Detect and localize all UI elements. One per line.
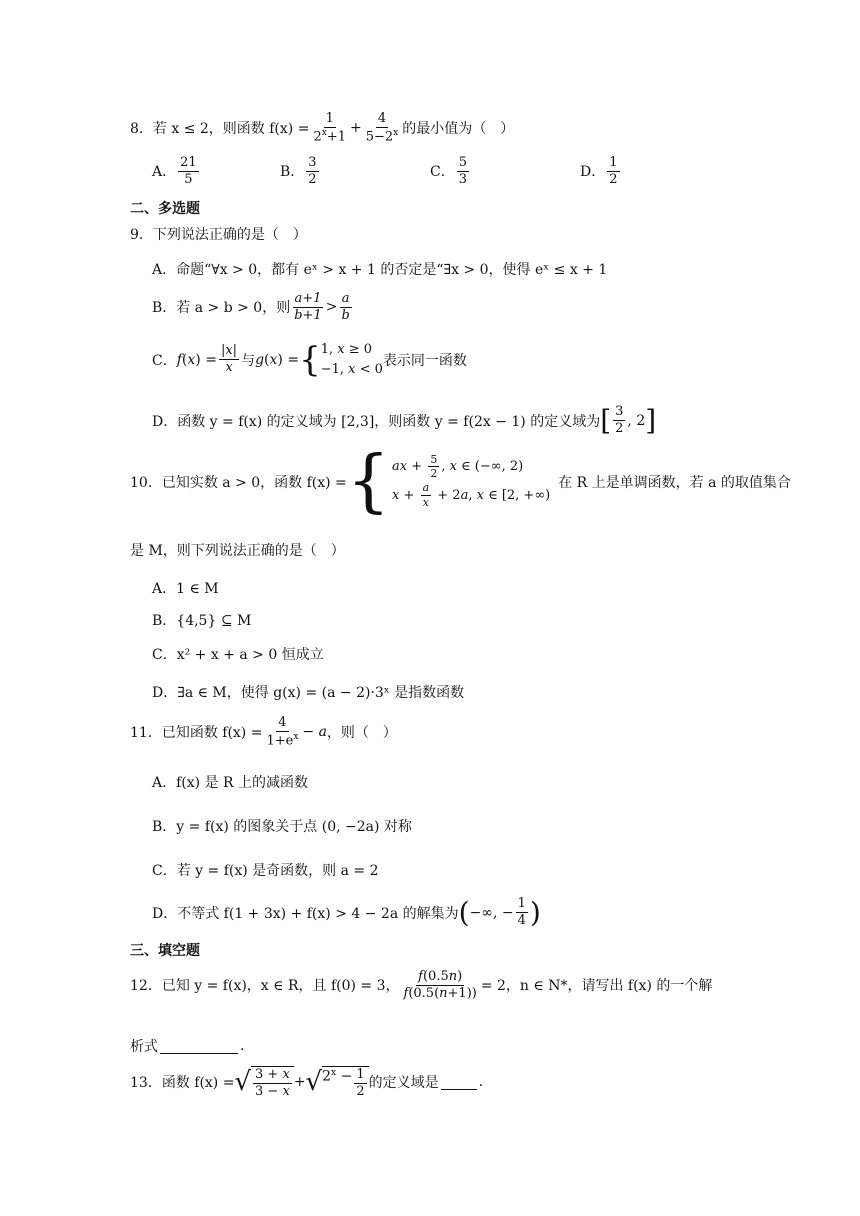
q8-option-d: D． $\frac{1}{2}$ [580,155,618,187]
q8-stem-prefix: 8．若 x ≤ 2，则函数 f(x) = [130,120,310,137]
q10-stem: 10．已知实数 a > 0，函数 f(x) = { ax + $\frac{5}{2}$ , x ∈ (−∞, 2) x + $\frac{a}{x}$ + 2a, x ∈ [2, +∞) 在 R 上是单调函数，若 a 的取值集合 [130,442,791,521]
q8-frac1: $\frac{1}{2^x+1}$ [313,111,346,144]
q10-option-d: D．∃a ∈ M，使得 g(x) = (a − 2)·3ˣ 是指数函数 [152,685,465,701]
q9-option-a: A．命题“∀x > 0，都有 eˣ > x + 1 的否定是“∃x > 0，使得 eˣ ≤ x + 1 [152,262,608,278]
q8-frac2: $\frac{4}{5-2^x}$ [365,111,399,144]
q9-stem: 9．下列说法正确的是（ ） [130,227,307,243]
q12-stem: 12．已知 y = f(x)，x ∈ R，且 f(0) = 3， $\frac{f(0.5n)}{f(0.5(n+1))}$ = 2，n ∈ N*，请写出 f(x) 的一个解 [130,969,713,1001]
q8-stem-suffix: 的最小值为（ ） [402,120,515,137]
q12-answer-blank[interactable] [160,1039,238,1054]
q13-answer-blank[interactable] [441,1075,477,1090]
q10-stem-line2: 是 M，则下列说法正确的是（ ） [130,543,345,559]
section-heading-multi: 二、多选题 [130,201,200,217]
q11-stem: 11．已知函数 f(x) = $\frac{4}{1+e^x}$ − a ，则（ ） [130,715,397,748]
q12-line2: 析式 . [130,1038,245,1055]
q11-option-d: D．不等式 f(1 + 3x) + f(x) > 4 − 2a 的解集为 ( −∞, − $\frac{1}{4}$ ) [152,896,541,929]
q10-option-a: A．1 ∈ M [152,581,219,597]
q9-option-c: C． f ( x ) = $\frac{|x|}{x}$ 与 g ( x ) = { 1, x ≥ 0 −1, x < 0 表示同一函数 [152,339,467,380]
q11-option-a: A．f(x) 是 R 上的减函数 [152,775,309,791]
q9-option-d: D．函数 y = f(x) 的定义域为 [2,3]，则函数 y = f(2x − 1) 的定义域为 [ $\frac{3}{2}$ , 2 ] [152,404,657,437]
sqrt-1: √ $\frac{3 + x}{3 - x}$ [234,1066,293,1098]
q10-option-c: C．x² + x + a > 0 恒成立 [152,647,324,663]
sqrt-2: √ $2^x$ − $\frac{1}{2}$ [306,1066,369,1098]
q10-option-b: B．{4,5} ⊆ M [152,613,252,629]
q8-option-b: B． $\frac{3}{2}$ [280,155,317,187]
q9-option-b: B．若 a > b > 0，则 $\frac{a+1}{b+1}$ > $\frac{a}{b}$ [152,291,350,323]
q8-stem: 8．若 x ≤ 2，则函数 f(x) = $\frac{1}{2^x+1}$ + $\frac{4}{5-2^x}$ 的最小值为（ ） [130,111,515,144]
q11-option-c: C．若 y = f(x) 是奇函数，则 a = 2 [152,863,379,879]
q8-option-c: C． $\frac{5}{3}$ [430,155,467,187]
q11-option-b: B．y = f(x) 的图象关于点 (0, −2a) 对称 [152,819,412,835]
q8-option-a: A． $\frac{21}{5}$ [152,155,197,187]
section-heading-fill: 三、填空题 [130,943,200,959]
q13-stem: 13．函数 f(x) = √ $\frac{3 + x}{3 - x}$ + √ $2^x$ − $\frac{1}{2}$ 的定义域是 . [130,1067,484,1099]
